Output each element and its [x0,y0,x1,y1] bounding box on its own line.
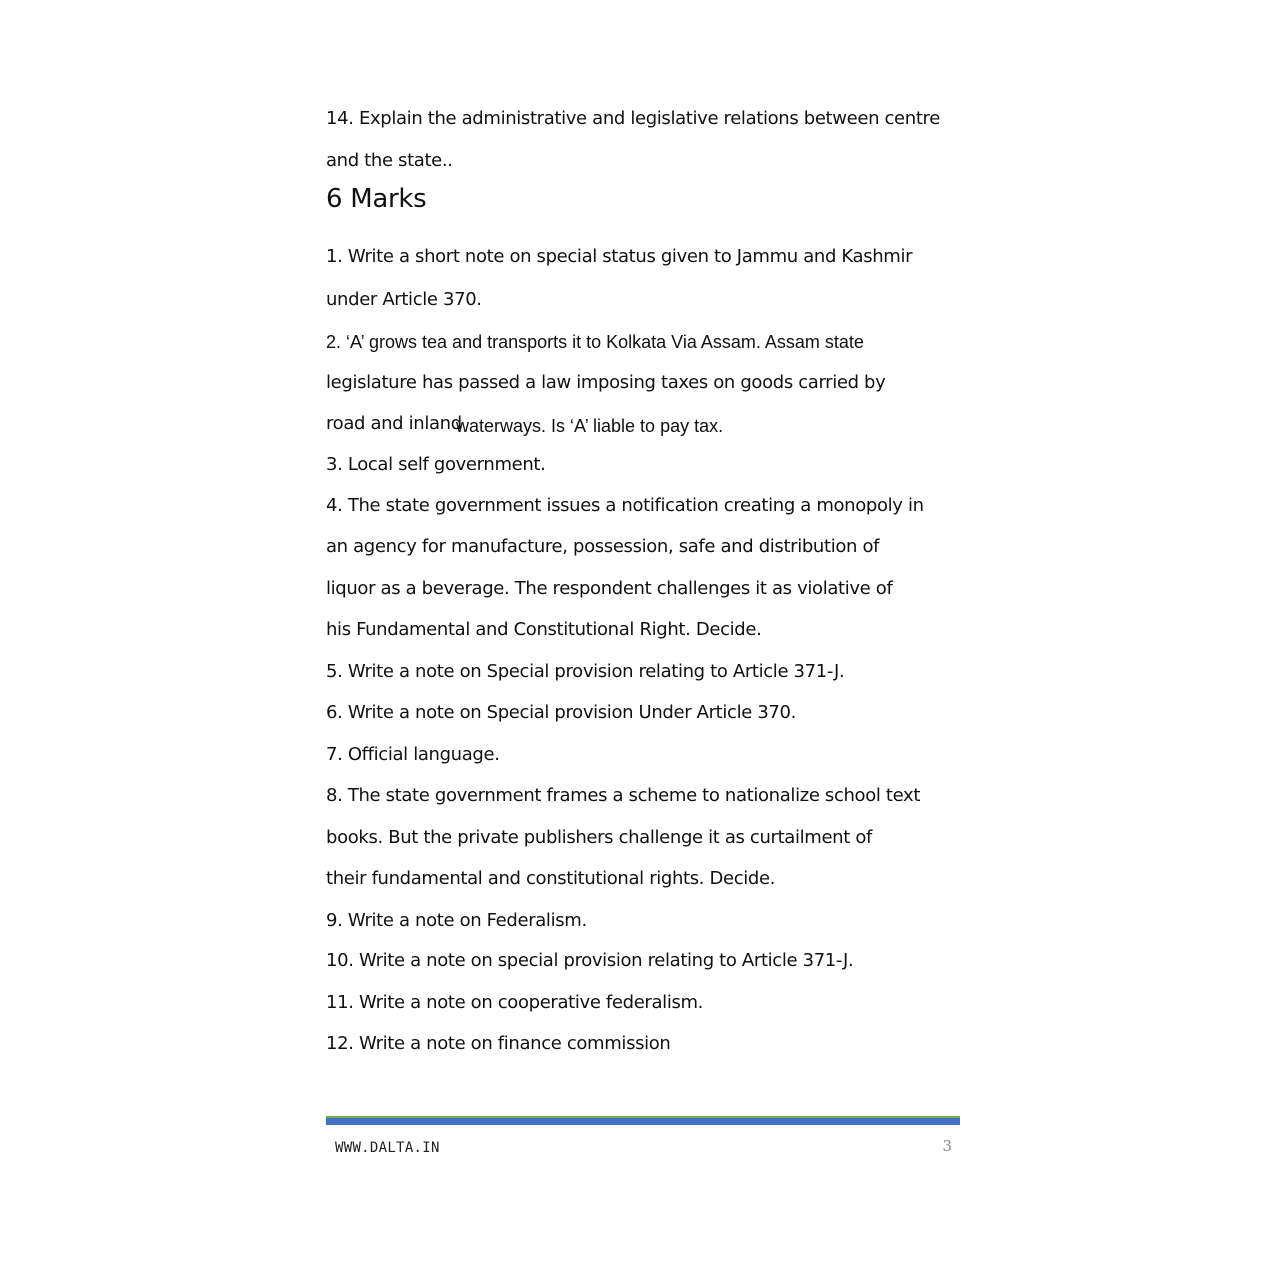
list-item: 12. Write a note on finance commission [326,1033,671,1054]
list-item: 4. The state government issues a notification creating a monopoly in [326,495,924,516]
list-item: under Article 370. [326,289,482,310]
list-item: 7. Official language. [326,744,500,765]
list-item: his Fundamental and Constitutional Right. Decide. [326,619,762,640]
list-item: 2. ‘A’ grows tea and transports it to Kolkata Via Assam. Assam state [326,332,864,352]
page-number: 3 [942,1137,952,1155]
list-item: their fundamental and constitutional rights. Decide. [326,868,776,889]
list-item: 1. Write a short note on special status given to Jammu and Kashmir [326,246,913,267]
list-item: 6. Write a note on Special provision Under Article 370. [326,702,797,723]
list-item: road and inland [326,413,462,434]
list-item: 11. Write a note on cooperative federalism. [326,992,704,1013]
list-item: liquor as a beverage. The respondent challenges it as violative of [326,578,893,599]
footer-website: WWW.DALTA.IN [335,1140,440,1156]
list-item: 10. Write a note on special provision relating to Article 371-J. [326,950,854,971]
section-heading: 6 Marks [326,184,427,214]
list-item: waterways. Is ‘A’ liable to pay tax. [456,416,724,436]
list-item: an agency for manufacture, possession, safe and distribution of [326,536,880,557]
list-item: 5. Write a note on Special provision relating to Article 371-J. [326,661,845,682]
footer-rule-blue [326,1118,960,1125]
list-item: 3. Local self government. [326,454,546,475]
list-item: legislature has passed a law imposing taxes on goods carried by [326,372,886,393]
list-item: 8. The state government frames a scheme to nationalize school text [326,785,921,806]
list-item: 9. Write a note on Federalism. [326,910,587,931]
q14-line-2: and the state.. [326,150,453,171]
q14-line-1: 14. Explain the administrative and legislative relations between centre [326,108,940,129]
list-item: books. But the private publishers challenge it as curtailment of [326,827,872,848]
